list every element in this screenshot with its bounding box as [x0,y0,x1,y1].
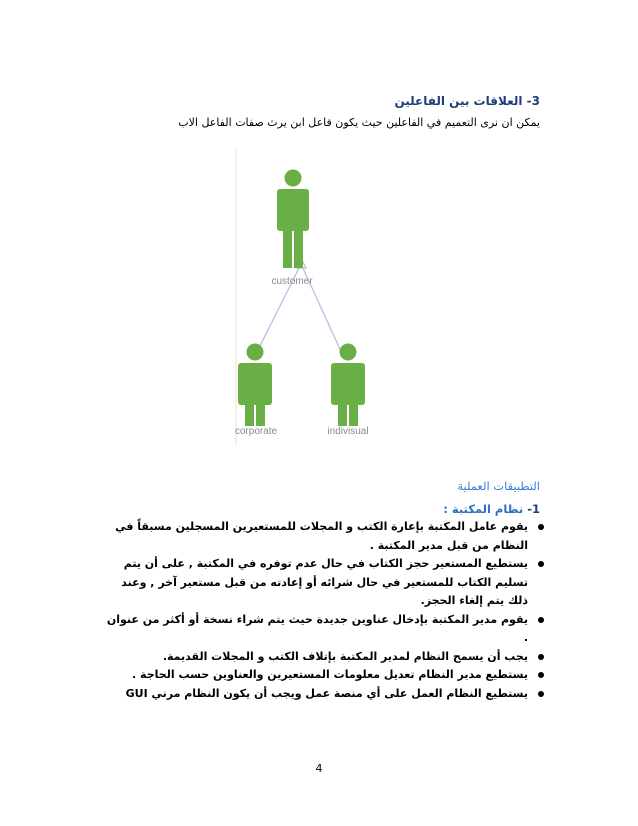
actor-generalization-diagram [222,148,422,446]
bullet-icon [538,617,544,623]
subsection-number: 1- [527,502,540,516]
section-title-actor-relations: 3- العلاقات بين الفاعلين [394,94,540,108]
section-title-practical-applications: التطبيقات العملية [457,479,540,493]
actor-corporate-icon [238,344,272,427]
list-item: يستطيع النظام العمل على أي منصة عمل ويجب أن يكون النظام مرني GUI [106,685,546,704]
actor-indivisual-label: indivisual [327,426,369,437]
bullet-icon [538,654,544,660]
list-item: يقوم عامل المكتبة بإعارة الكتب و المجلات للمستعيرين المسجلين مسبقاً في النظام من قبل مدير المكتبة . [106,518,546,555]
bullet-icon [538,524,544,530]
list-item: يستطيع مدير النظام تعديل معلومات المستعيرين والعناوين حسب الحاجة . [106,666,546,685]
bullet-icon [538,672,544,678]
actor-customer-icon [277,170,309,269]
list-item: يقوم مدير المكتبة بإدخال عناوين جديدة حيث يتم شراء نسخة أو أكثر من عنوان . [106,611,546,648]
subsection-label: نظام المكتبة : [443,502,524,516]
page-number: 4 [315,762,323,775]
requirements-list [106,518,546,703]
section-description: يمكن ان نرى التعميم في الفاعلين حيث يكون فاعل ابن يرث صفات الفاعل الاب [178,116,540,129]
actor-indivisual-icon [331,344,365,427]
list-item: يستطيع المستعير حجز الكتاب في حال عدم توفره في المكتبة , على أن يتم تسليم الكتاب للمستعير في حال شرائه أو إعادته من قبل مستعير آخر , وعند ذلك يتم إلغاء الحجز. [106,555,546,611]
list-item: يجب أن يسمح النظام لمدير المكتبة بإتلاف الكتب و المجلات القديمة. [106,648,546,667]
actor-corporate-label: corporate [234,426,278,437]
subsection-title-library-system [443,502,540,516]
bullet-icon [538,561,544,567]
actor-customer-label: customer [271,276,313,287]
bullet-icon [538,691,544,697]
